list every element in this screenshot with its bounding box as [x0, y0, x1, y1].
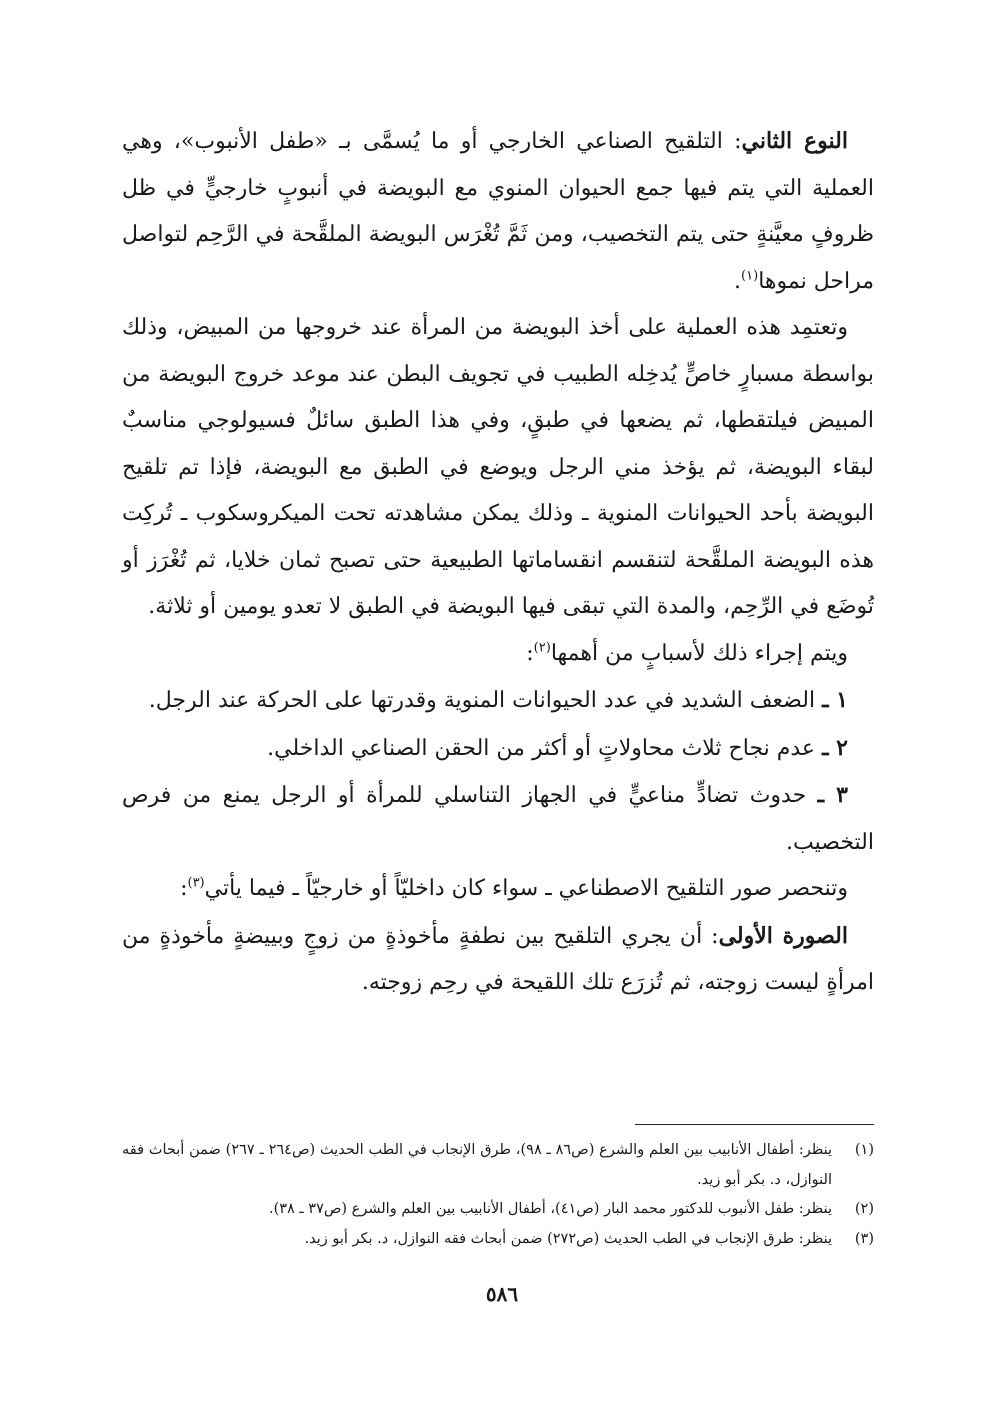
punctuation: :	[526, 640, 534, 666]
list-text: عدم نجاح ثلاث محاولاتٍ أو أكثر من الحقن الصناعي الداخلي.	[267, 735, 816, 761]
footnote-number: (٣)	[854, 1230, 874, 1247]
footnote-1	[122, 1136, 874, 1195]
list-item-3	[122, 772, 874, 866]
paragraph-text: وتنحصر صور التلقيح الاصطناعي ـ سواء كان داخليّاً أو خارجيّاً ـ فيما يأتي	[204, 876, 848, 901]
paragraph-first-form	[122, 913, 874, 1007]
section-label: الصورة الأولى	[718, 922, 848, 949]
list-number: ١ ـ	[822, 687, 848, 713]
list-text: حدوث تضادٍّ مناعيٍّ في الجهاز التناسلي للمرأة أو الرجل يمنع من فرص التخصيب.	[122, 783, 874, 855]
footnote-2	[122, 1195, 874, 1225]
list-text: الضعف الشديد في عدد الحيوانات المنوية وقدرتها على الحركة عند الرجل.	[148, 688, 816, 713]
footnote-text: ينظر: طرق الإنجاب في الطب الحديث (ص٢٧٢) ضمن أبحاث فقه النوازل، د. بكر أبو زيد.	[304, 1230, 832, 1247]
paragraph-procedure: وتعتمِد هذه العملية على أخذ البويضة من المرأة عند خروجها من المبيض، وذلك بواسطة مسبارٍ خاصٍّ يُدخِله الطبيب في تجويف البطن عند موعد خروج البويضة من المبيض فيلتقطها، ثم يضعها في طبقٍ، وفي هذا الطبق سائلٌ فسيولوجي مناسبٌ لبقاء البويضة، ثم يؤخذ مني الرجل ويوضع في الطبق مع البويضة، فإذا تم تلقيح البويضة بأحد الحيوانات المنوية ـ وذلك يمكن مشاهدته تحت الميكروسكوب ـ تُركِت هذه البويضة الملقَّحة لتنقسم انقساماتها الطبيعية حتى تصبح ثمان خلايا، ثم تُغْرَز أو تُوضَع في الرِّحِم، والمدة التي تبقى فيها البويضة في الطبق لا تعدو يومين أو ثلاثة.	[122, 315, 874, 619]
page-number: ٥٨٦	[485, 1282, 519, 1306]
section-label: النوع الثاني	[741, 128, 848, 154]
footnote-number: (٢)	[854, 1201, 874, 1217]
main-text	[122, 118, 874, 1007]
paragraph-reasons-intro	[122, 631, 874, 678]
punctuation: :	[180, 876, 188, 901]
paragraph-text: : أن يجري التلقيح بين نطفةٍ مأخوذةٍ من زوجٍ وبييضةٍ مأخوذةٍ من امرأةٍ ليست زوجته، ثم تُزرَع تلك اللقيحة في رحِم زوجته.	[122, 923, 874, 995]
footnote-ref-2[interactable]: (٢)	[533, 640, 551, 656]
paragraph-type-two	[122, 118, 874, 305]
footnote-divider	[635, 1124, 874, 1125]
list-number: ٢ ـ	[822, 734, 848, 761]
punctuation: .	[734, 268, 742, 294]
footnote-3	[122, 1225, 874, 1255]
paragraph-forms-intro	[122, 866, 874, 913]
footnote-text: ينظر: طفل الأنبوب للدكتور محمد البار (ص٤١)، أطفال الأنابيب بين العلم والشرع (ص٣٧ ـ ٣٨).	[268, 1201, 832, 1217]
footnote-text: ينظر: أطفال الأنابيب بين العلم والشرع (ص٨٦ ـ ٩٨)، طرق الإنجاب في الطب الحديث (ص٢٦٤ ـ ٢٦٧) ضمن أبحاث فقه النوازل، د. بكر أبو زيد.	[122, 1142, 833, 1188]
list-number: ٣ ـ	[817, 782, 848, 808]
footnote-ref-1[interactable]: (١)	[741, 268, 759, 284]
paragraph-text: ويتم إجراء ذلك لأسبابٍ من أهمها	[550, 640, 848, 666]
list-item-1	[122, 677, 874, 725]
footnote-number: (١)	[854, 1142, 874, 1158]
footnotes	[122, 1136, 874, 1254]
list-item-2	[122, 725, 874, 773]
paragraph-text: : التلقيح الصناعي الخارجي أو ما يُسمَّى بـ «طفل الأنبوب»، وهي العملية التي يتم فيها جمع الحيوان المنوي مع البويضة في أنبوبٍ خارجيٍّ في ظل ظروفٍ معيَّنةٍ حتى يتم التخصيب، ومن ثَمَّ تُغْرَس البويضة الملقَّحة في الرَّحِم لتواصل مراحل نموها	[122, 129, 874, 294]
footnote-ref-3[interactable]: (٣)	[187, 875, 205, 891]
